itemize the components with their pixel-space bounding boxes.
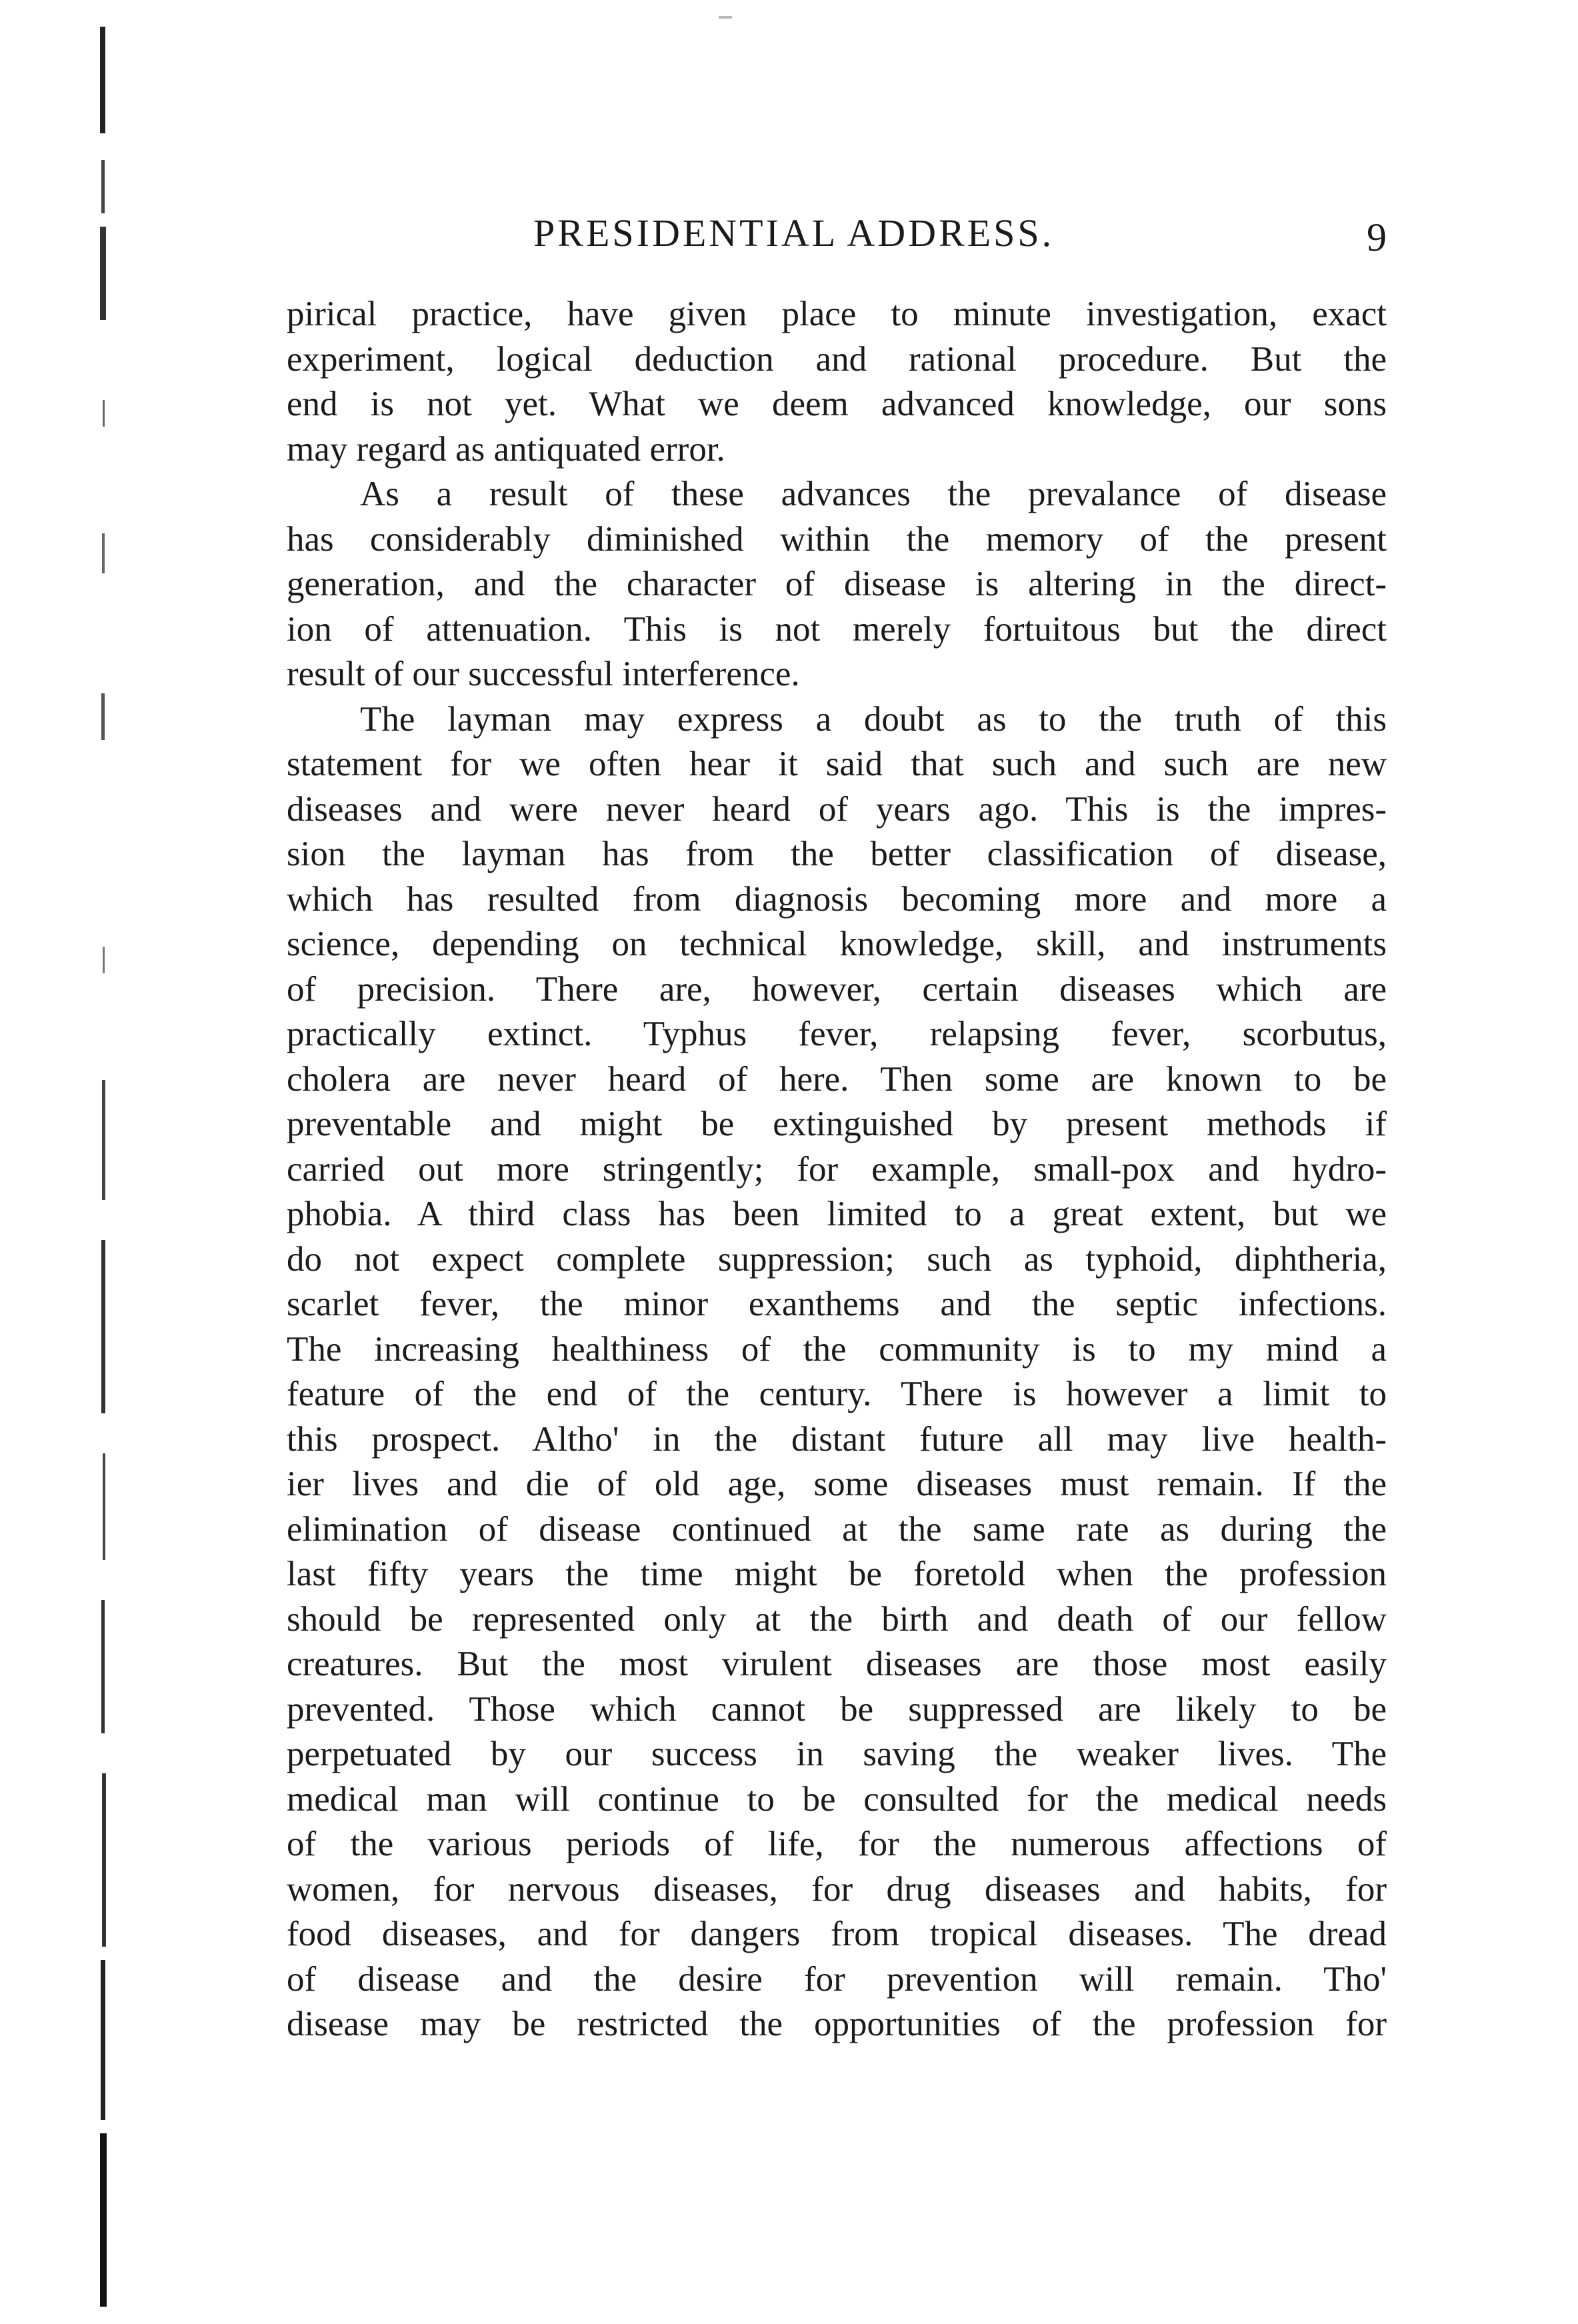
text-line: elimination of disease continued at the same rate as during the	[287, 1509, 1387, 1549]
text-line: creatures. But the most virulent diseases are those most easily	[287, 1645, 1387, 1683]
text-line: phobia. A third class has been limited to a great extent, but we	[287, 1195, 1387, 1233]
text-line: of precision. There are, however, certain diseases which are	[287, 969, 1387, 1009]
text-line: of disease and the desire for prevention will remain. Tho'	[287, 1959, 1387, 1999]
text-line: feature of the end of the century. There is however a limit to	[287, 1375, 1387, 1413]
text-line: preventable and might be extinguished by present methods if	[287, 1105, 1387, 1143]
text-line: science, depending on technical knowledge, skill, and instruments	[287, 925, 1387, 963]
text-line: this prospect. Altho' in the distant future all may live health-	[287, 1419, 1387, 1459]
text-line: which has resulted from diagnosis becoming more and more a	[287, 879, 1387, 919]
paragraph-start-line: As a result of these advances the prevalance of disease	[360, 475, 1387, 513]
text-line: prevented. Those which cannot be suppressed are likely to be	[287, 1689, 1387, 1729]
text-line: has considerably diminished within the memory of the present	[287, 519, 1387, 559]
text-line: ion of attenuation. This is not merely fortuitous but the direct	[287, 609, 1387, 649]
text-line: experiment, logical deduction and rational procedure. But the	[287, 339, 1387, 379]
scan-mark	[719, 16, 732, 19]
binding-edge-graphic	[100, 27, 140, 2307]
text-line: generation, and the character of disease is altering in the direct-	[287, 565, 1387, 603]
text-line: sion the layman has from the better classification of disease,	[287, 835, 1387, 873]
text-line: The increasing healthiness of the community is to my mind a	[287, 1329, 1387, 1369]
text-line: practically extinct. Typhus fever, relapsing fever, scorbutus,	[287, 1015, 1387, 1053]
running-title: PRESIDENTIAL ADDRESS.	[533, 211, 1055, 255]
text-line: may regard as antiquated error.	[287, 429, 725, 469]
body-text	[287, 292, 1387, 2047]
text-line: disease may be restricted the opportunities of the profession for	[287, 2005, 1387, 2043]
text-line: ier lives and die of old age, some diseases must remain. If the	[287, 1465, 1387, 1503]
text-line: carried out more stringently; for example, small-pox and hydro-	[287, 1149, 1387, 1189]
text-line: women, for nervous diseases, for drug diseases and habits, for	[287, 1869, 1387, 1909]
text-line: scarlet fever, the minor exanthems and the septic infections.	[287, 1285, 1387, 1323]
text-line: food diseases, and for dangers from tropical diseases. The dread	[287, 1915, 1387, 1953]
running-head	[287, 211, 1387, 264]
text-line: medical man will continue to be consulted for the medical needs	[287, 1779, 1387, 1819]
text-line: of the various periods of life, for the numerous affections of	[287, 1825, 1387, 1863]
binding-edge	[100, 27, 140, 2307]
text-line: end is not yet. What we deem advanced knowledge, our sons	[287, 385, 1387, 423]
text-line: result of our successful interference.	[287, 655, 800, 693]
text-line: perpetuated by our success in saving the weaker lives. The	[287, 1735, 1387, 1773]
text-line: cholera are never heard of here. Then some are known to be	[287, 1059, 1387, 1099]
text-line: do not expect complete suppression; such as typhoid, diphtheria,	[287, 1239, 1387, 1279]
paragraph-start-line: The layman may express a doubt as to the truth of this	[360, 699, 1387, 739]
text-line: last fifty years the time might be foretold when the profession	[287, 1555, 1387, 1593]
text-line: pirical practice, have given place to minute investigation, exact	[287, 295, 1387, 333]
page-number: 9	[1367, 215, 1387, 259]
text-line: should be represented only at the birth and death of our fellow	[287, 1599, 1387, 1639]
text-line: diseases and were never heard of years ago. This is the impres-	[287, 789, 1387, 829]
text-line: statement for we often hear it said that such and such are new	[287, 745, 1387, 783]
